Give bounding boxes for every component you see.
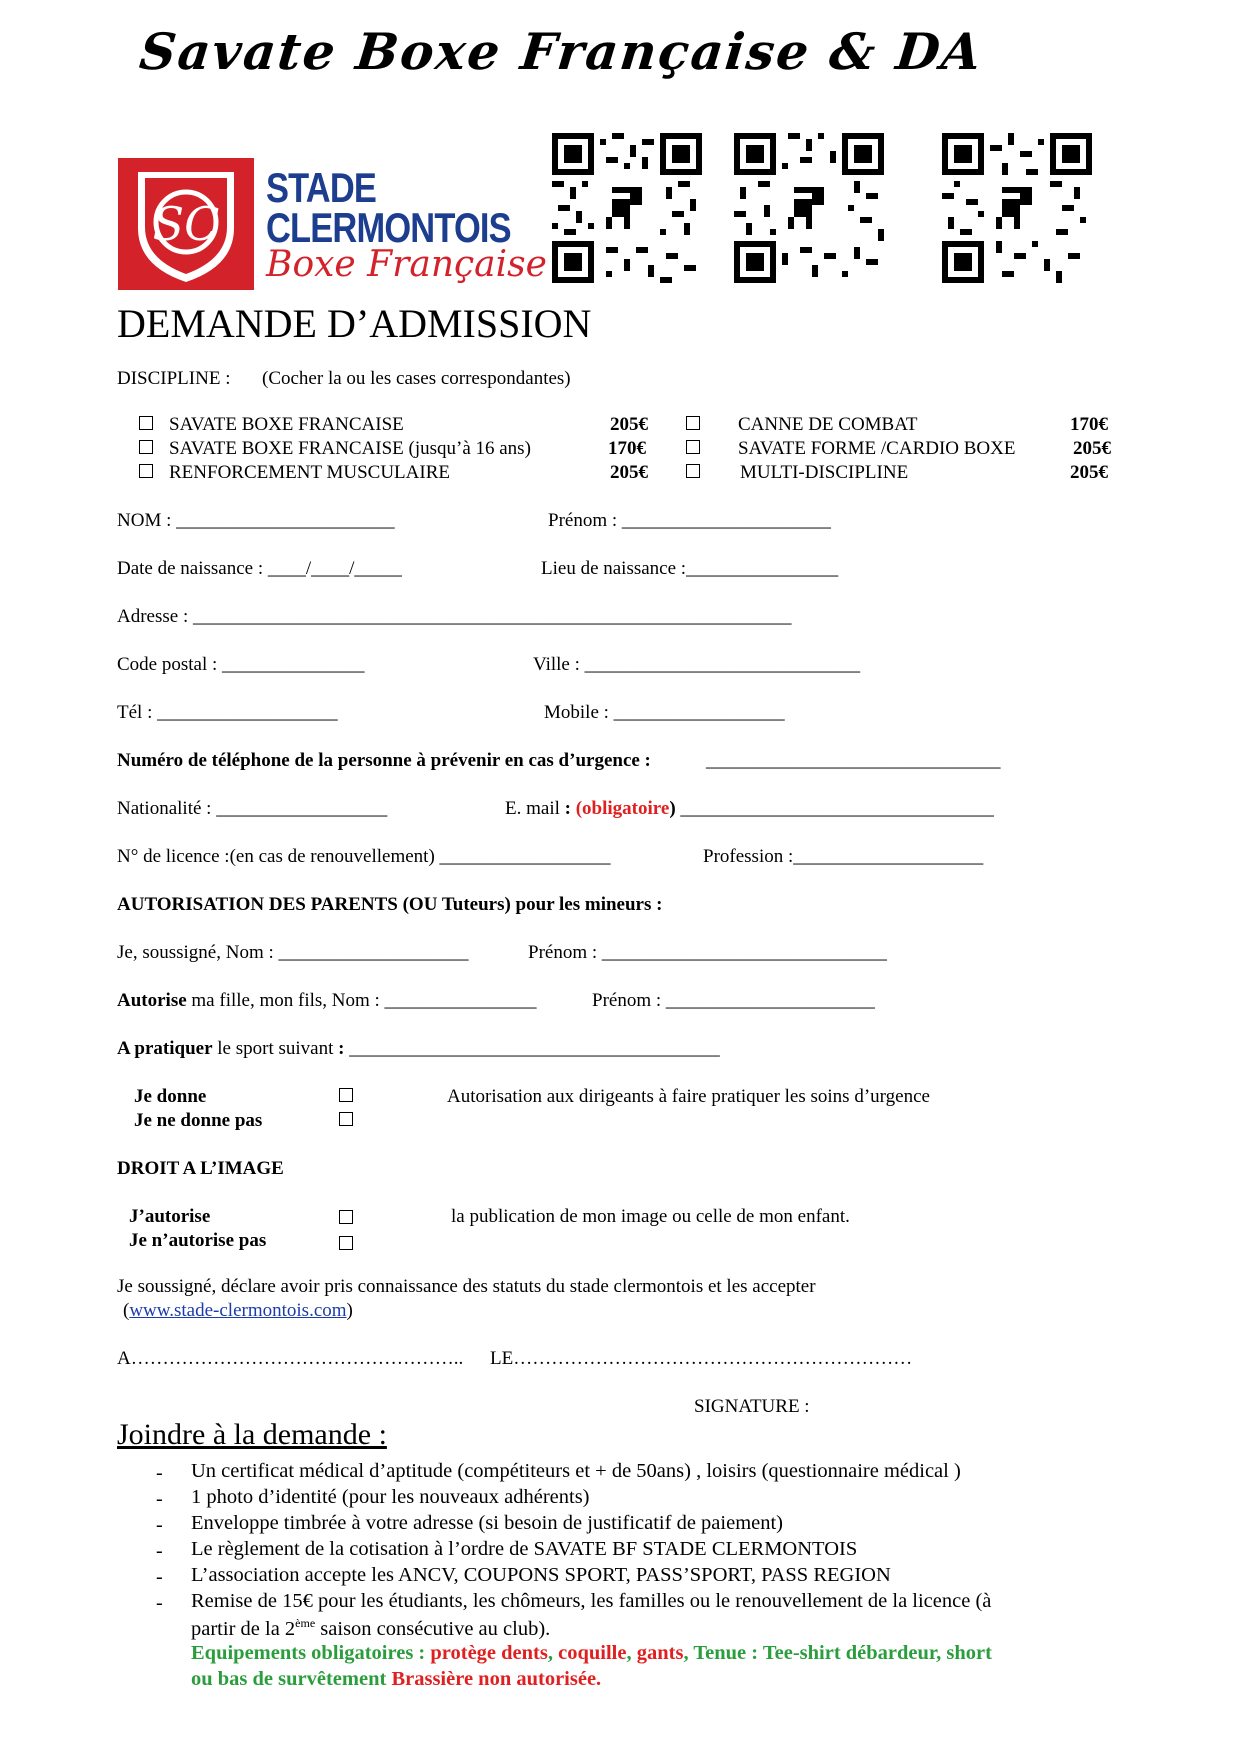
discipline-checkbox-sbf[interactable] [139,416,153,430]
image-rights-text: la publication de mon image ou celle de mon enfant. [451,1206,850,1227]
discipline-hint: (Cocher la ou les cases correspondantes) [262,368,571,389]
qr-code-icon[interactable] [734,133,884,283]
discipline-option: CANNE DE COMBAT [738,414,918,435]
list-item: Le règlement de la cotisation à l’ordre de SAVATE BF STADE CLERMONTOIS [191,1538,858,1560]
list-item: L’association accepte les ANCV, COUPONS SPORT, PASS’SPORT, PASS REGION [191,1564,891,1586]
email-required-note: (obligatoire [575,798,670,819]
list-item: Enveloppe timbrée à votre adresse (si besoin de justificatif de paiement) [191,1512,784,1534]
list-bullet: - [156,1592,163,1614]
club-subtitle: Boxe Française [266,244,547,285]
parent-nom-field[interactable]: Je, soussigné, Nom : ____________________ [117,942,469,963]
discipline-price: 205€ [610,462,648,483]
club-logo [118,158,254,290]
email-field[interactable]: _________________________________ [680,798,994,819]
je-n-autorise-pas-label: Je n’autorise pas [129,1230,267,1251]
urgence-field[interactable]: _______________________________ [706,750,1001,771]
list-bullet: - [156,1540,163,1562]
qr-code-icon[interactable] [552,133,702,283]
discipline-price: 170€ [1070,414,1108,435]
list-bullet: - [156,1514,163,1536]
list-bullet: - [156,1488,163,1510]
j-autorise-checkbox[interactable] [339,1210,353,1224]
list-item-continued: partir de la 2ème saison consécutive au club). [191,1616,551,1640]
profession-field[interactable]: Profession :____________________ [703,846,984,867]
enfant-nom-field[interactable]: Autorise ma fille, mon fils, Nom : ________________ [117,990,537,1011]
list-item: 1 photo d’identité (pour les nouveaux adhérents) [191,1486,590,1508]
form-title: DEMANDE D’ADMISSION [117,301,592,346]
discipline-checkbox-sbf-16[interactable] [139,440,153,454]
lieu-signature-field[interactable]: A…………………………………………….. [117,1348,464,1369]
page-header-title: Savate Boxe Française & DA [136,22,986,81]
code-postal-field[interactable]: Code postal : _______________ [117,654,365,675]
equipment-line: Equipements obligatoires : protège dents, coquille, gants, Tenue : Tee-shirt débardeur, short [191,1642,992,1664]
tel-field[interactable]: Tél : ___________________ [117,702,338,723]
discipline-option: MULTI-DISCIPLINE [740,462,909,483]
qr-code-icon[interactable] [942,133,1092,283]
date-signature-field[interactable]: LE……………………………………………………… [490,1348,913,1369]
discipline-option: RENFORCEMENT MUSCULAIRE [169,462,450,483]
discipline-option: SAVATE BOXE FRANCAISE (jusqu’à 16 ans) [169,438,531,459]
discipline-option: SAVATE BOXE FRANCAISE [169,414,404,435]
je-ne-donne-pas-label: Je ne donne pas [134,1110,263,1131]
statuts-link-line: (www.stade-clermontois.com) [123,1300,353,1321]
svg-text:SC: SC [152,197,220,251]
list-bullet: - [156,1462,163,1484]
discipline-price: 205€ [610,414,648,435]
parent-prenom-field[interactable]: Prénom : ______________________________ [528,942,887,963]
discipline-option: SAVATE FORME /CARDIO BOXE [738,438,1016,459]
shield-icon [118,158,254,290]
j-autorise-label: J’autorise [129,1206,211,1227]
lieu-naissance-field[interactable]: Lieu de naissance :________________ [541,558,839,579]
prenom-field[interactable]: Prénom : ______________________ [548,510,831,531]
signature-label: SIGNATURE : [694,1396,810,1417]
parents-heading: AUTORISATION DES PARENTS (OU Tuteurs) pour les mineurs : [117,894,663,915]
join-heading: Joindre à la demande : [117,1418,387,1451]
je-n-autorise-pas-checkbox[interactable] [339,1236,353,1250]
statuts-link[interactable]: www.stade-clermontois.com [129,1300,347,1321]
urgence-label: Numéro de téléphone de la personne à prévenir en cas d’urgence : [117,750,651,771]
discipline-checkbox-cardio[interactable] [686,440,700,454]
je-donne-checkbox[interactable] [339,1088,353,1102]
soins-text: Autorisation aux dirigeants à faire pratiquer les soins d’urgence [447,1086,930,1107]
discipline-price: 205€ [1070,462,1108,483]
date-naissance-field[interactable]: Date de naissance : ____/____/_____ [117,558,402,579]
adresse-field[interactable]: Adresse : _______________________________________________________________ [117,606,792,627]
discipline-price: 205€ [1073,438,1111,459]
licence-field[interactable]: N° de licence :(en cas de renouvellement) __________________ [117,846,611,867]
ville-field[interactable]: Ville : _____________________________ [533,654,861,675]
discipline-price: 170€ [608,438,646,459]
email-label: E. mail : (obligatoire) _________________________________ [505,798,994,819]
discipline-label: DISCIPLINE : [117,368,231,389]
club-name: STADE CLERMONTOIS [266,164,511,251]
image-rights-heading: DROIT A L’IMAGE [117,1158,284,1179]
nom-field[interactable]: NOM : _______________________ [117,510,395,531]
je-ne-donne-pas-checkbox[interactable] [339,1112,353,1126]
discipline-checkbox-multi[interactable] [686,464,700,478]
nationalite-field[interactable]: Nationalité : __________________ [117,798,388,819]
discipline-checkbox-canne[interactable] [686,416,700,430]
je-donne-label: Je donne [134,1086,207,1107]
sport-field[interactable]: A pratiquer le sport suivant : _______________________________________ [117,1038,720,1059]
list-item: Remise de 15€ pour les étudiants, les chômeurs, les familles ou le renouvellement de la licence (à [191,1590,992,1612]
declaration-text: Je soussigné, déclare avoir pris connaissance des statuts du stade clermontois et les accepter [117,1276,816,1297]
discipline-checkbox-renforcement[interactable] [139,464,153,478]
equipment-line-2: ou bas de survêtement Brassière non autorisée. [191,1668,602,1690]
list-item: Un certificat médical d’aptitude (compétiteurs et + de 50ans) , loisirs (questionnaire médical ) [191,1460,961,1482]
mobile-field[interactable]: Mobile : __________________ [544,702,785,723]
enfant-prenom-field[interactable]: Prénom : ______________________ [592,990,875,1011]
list-bullet: - [156,1566,163,1588]
